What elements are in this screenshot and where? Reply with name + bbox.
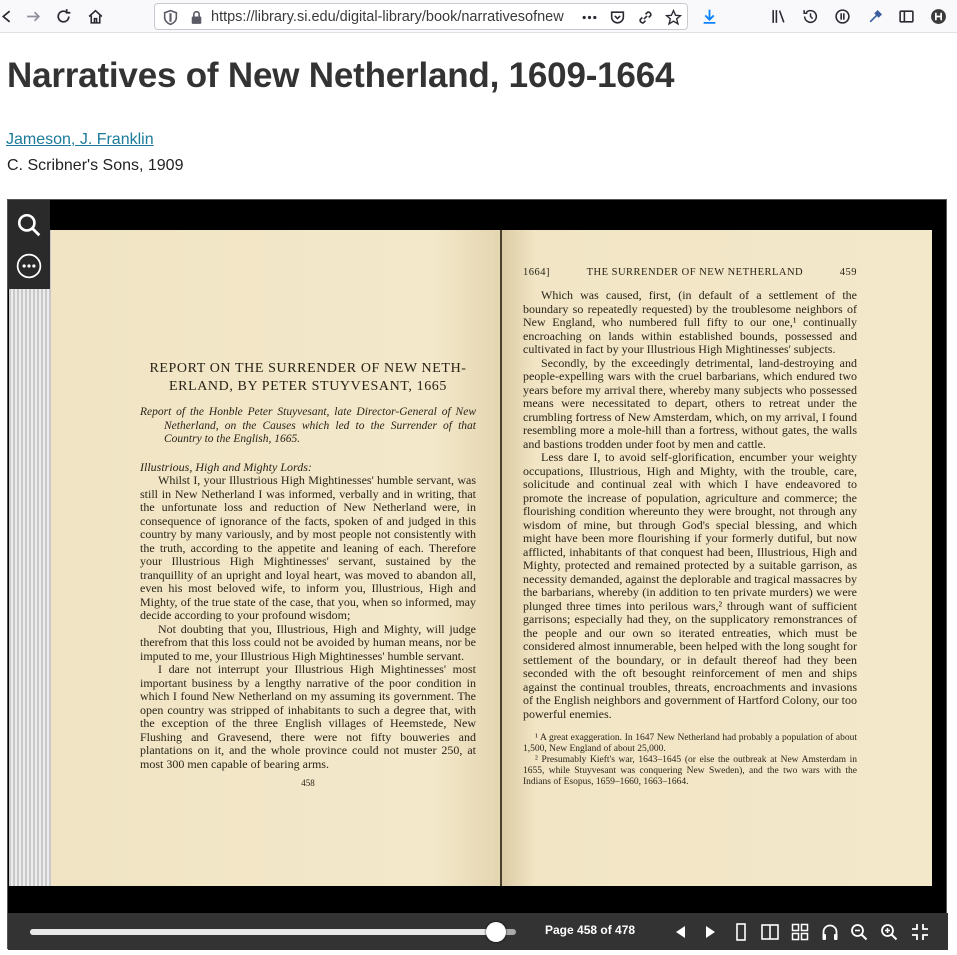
publisher-info: C. Scribner's Sons, 1909 [7, 157, 184, 174]
zoom-in-icon[interactable] [877, 920, 901, 944]
left-page[interactable] [51, 230, 501, 886]
more-options-icon[interactable] [14, 251, 44, 281]
previous-page-icon[interactable] [669, 920, 693, 944]
zoom-out-icon[interactable] [847, 920, 871, 944]
page-indicator: Page 458 of 478 [545, 923, 636, 937]
thumbnail-view-icon[interactable] [788, 920, 812, 944]
viewer-controls [8, 913, 948, 950]
pocket-icon[interactable] [606, 6, 628, 28]
url-text[interactable]: https://library.si.edu/digital-library/book/narrativesofnew [211, 9, 564, 25]
report-title: REPORT ON THE SURRENDER OF NEW NETH-ERLAND, BY PETER STUYVESANT, 1665 [149, 361, 467, 394]
paragraph: Secondly, by the exceedingly detrimental, land-destroying and people-expelling wars with the cruel barbarians, which endured two years before my arrival there, whereby many subjects who possessed means were necessitated to depart, others to retreat under the crumbling fortress of New Amsterdam, which, on my arrival, I found resembling more a mole-hill than a fortress, without gates, the walls and bastions trodden under foot by men and cattle. [523, 355, 857, 451]
footnote: ¹ A great exaggeration. In 1647 New Netherland had probably a population of about 1,500, New England of about 25,000. [523, 733, 857, 754]
book-gutter [500, 230, 502, 886]
header-year: 1664] [523, 267, 550, 278]
page-slider-thumb[interactable] [486, 922, 506, 942]
report-subtitle: Report of the Honble Peter Stuyvesant, late Director-General of New Netherland, on the Causes which led to the Surrender of that Country to the English, 1665. [140, 406, 476, 445]
two-page-view-icon[interactable] [758, 920, 782, 944]
one-page-view-icon[interactable] [729, 920, 753, 944]
exit-fullscreen-icon[interactable] [908, 920, 932, 944]
salutation: Illustrious, High and Mighty Lords: [140, 459, 312, 474]
home-icon[interactable] [84, 5, 106, 27]
page-slider[interactable] [30, 929, 516, 935]
lock-icon[interactable] [185, 6, 207, 28]
paragraph: Less dare I, to avoid self-glorification, encumber your weighty occupations, Illustrious, High and Mighty, with the trouble, care, solicitude and continual zeal with which I have endeavored to promote the increase of population, agriculture and commerce; the flourishing condition whereunto they were brought, not through any wisdom of mine, but through God's special blessing, and which might have been more flourishing if your formerly dutiful, but now afflicted, inhabitants of that conquest had been, Illustrious, High and Mighty, protected and remained protected by a suitable garrison, as necessity demanded, against the deplorable and tragical massacres by the barbarians, whereby (in addition to ten private murders) we were plunged three times into perilous wars,² through want of sufficient garrisons; especially had they, on the supplicatory remonstrances of the people and our own so iterated entreaties, which must be considered almost innumerable, been helped with the long sought for settlement of the boundary, or in default thereof had they been seconded with the oft besought reinforcement of men and ships against the continual troubles, threats, encroachments and invasions of the English neighbors and government of Hartford Colony, our too powerful enemies. [523, 450, 857, 721]
right-page-text [523, 289, 857, 788]
reload-icon[interactable] [52, 5, 74, 27]
page-title: Narratives of New Netherland, 1609-1664 [7, 56, 675, 95]
account-avatar-icon[interactable] [927, 5, 949, 27]
forward-icon[interactable] [22, 5, 44, 27]
book-viewer[interactable] [7, 199, 947, 949]
header-page-number: 459 [839, 267, 857, 278]
browser-toolbar [0, 0, 957, 33]
history-icon[interactable] [799, 5, 821, 27]
extension-info-icon[interactable] [831, 5, 853, 27]
page-stack-edge [9, 230, 51, 886]
download-icon[interactable] [698, 5, 720, 27]
page-folio: 458 [301, 778, 315, 788]
library-icon[interactable] [767, 5, 789, 27]
page-actions-icon[interactable] [578, 6, 600, 28]
header-title: THE SURRENDER OF NEW NETHERLAND [586, 267, 804, 278]
link-icon[interactable] [634, 6, 656, 28]
sidebar-icon[interactable] [895, 5, 917, 27]
search-icon[interactable] [14, 210, 44, 240]
read-aloud-icon[interactable] [818, 920, 842, 944]
viewer-side-tools [8, 200, 50, 289]
author-link[interactable]: Jameson, J. Franklin [6, 131, 154, 148]
next-page-icon[interactable] [698, 920, 722, 944]
paragraph: Not doubting that you, Illustrious, High and Mighty, will judge therefrom that this loss could not be avoided by human means, nor be imputed to me, your Illustrious High Mightinesses' humble servant. [140, 621, 476, 663]
right-page[interactable] [501, 230, 932, 886]
tracking-protection-icon[interactable] [159, 6, 181, 28]
footnotes [523, 733, 857, 788]
url-bar[interactable] [154, 3, 688, 30]
book-spread [9, 230, 932, 886]
paragraph: Whilst I, your Illustrious High Mightinesses' humble servant, was still in New Netherland I was informed, verbally and in writing, that the unfortunate loss and reduction of New Netherland were, in consequence of ignorance of the facts, spoken of and judged in this country by many variously, and by most people not consistently with the truth, according to the appetite and leaning of each. Therefore your Illustrious High Mightinesses' servant, sustained by the tranquillity of an upright and loyal heart, was moved to abandon all, even his most beloved wife, to inform you, Illustrious, High and Mighty, of the true state of the case, that you, when so informed, may decide according to your profound wisdom; [140, 473, 476, 622]
back-icon[interactable] [0, 5, 18, 27]
footnote: ² Presumably Kieft's war, 1643–1645 (or else the outbreak at New Amsterdam in 1655, while Stuyvesant was conquering New Sweden), and the two wars with the Indians of Esopus, 1659–1660, 1663–1664. [523, 755, 857, 787]
paragraph: I dare not interrupt your Illustrious High Mightinesses' most important business by a lengthy narrative of the poor condition in which I found New Netherland on my assuming its government. The open country was stripped of inhabitants to such a degree that, with the exception of the three English villages of Heemstede, New Flushing and Gravesend, there were not fifty bouweries and plantations on it, and the whole province could not muster 250, at most 300 men capable of bearing arms. [140, 662, 476, 771]
running-header [523, 266, 857, 280]
left-page-text [140, 360, 476, 791]
paragraph: Which was caused, first, (in default of a settlement of the boundary so repeatedly requested) by the troublesome neighbors of New England, who numbered full fifty to our one,¹ continually encroaching on lands within established bounds, possessed and cultivated in fact by your Illustrious High Mightinesses' subjects. [523, 288, 857, 356]
eyedropper-icon[interactable] [864, 5, 886, 27]
page-slider-fill [30, 929, 496, 935]
bookmark-star-icon[interactable] [662, 6, 684, 28]
